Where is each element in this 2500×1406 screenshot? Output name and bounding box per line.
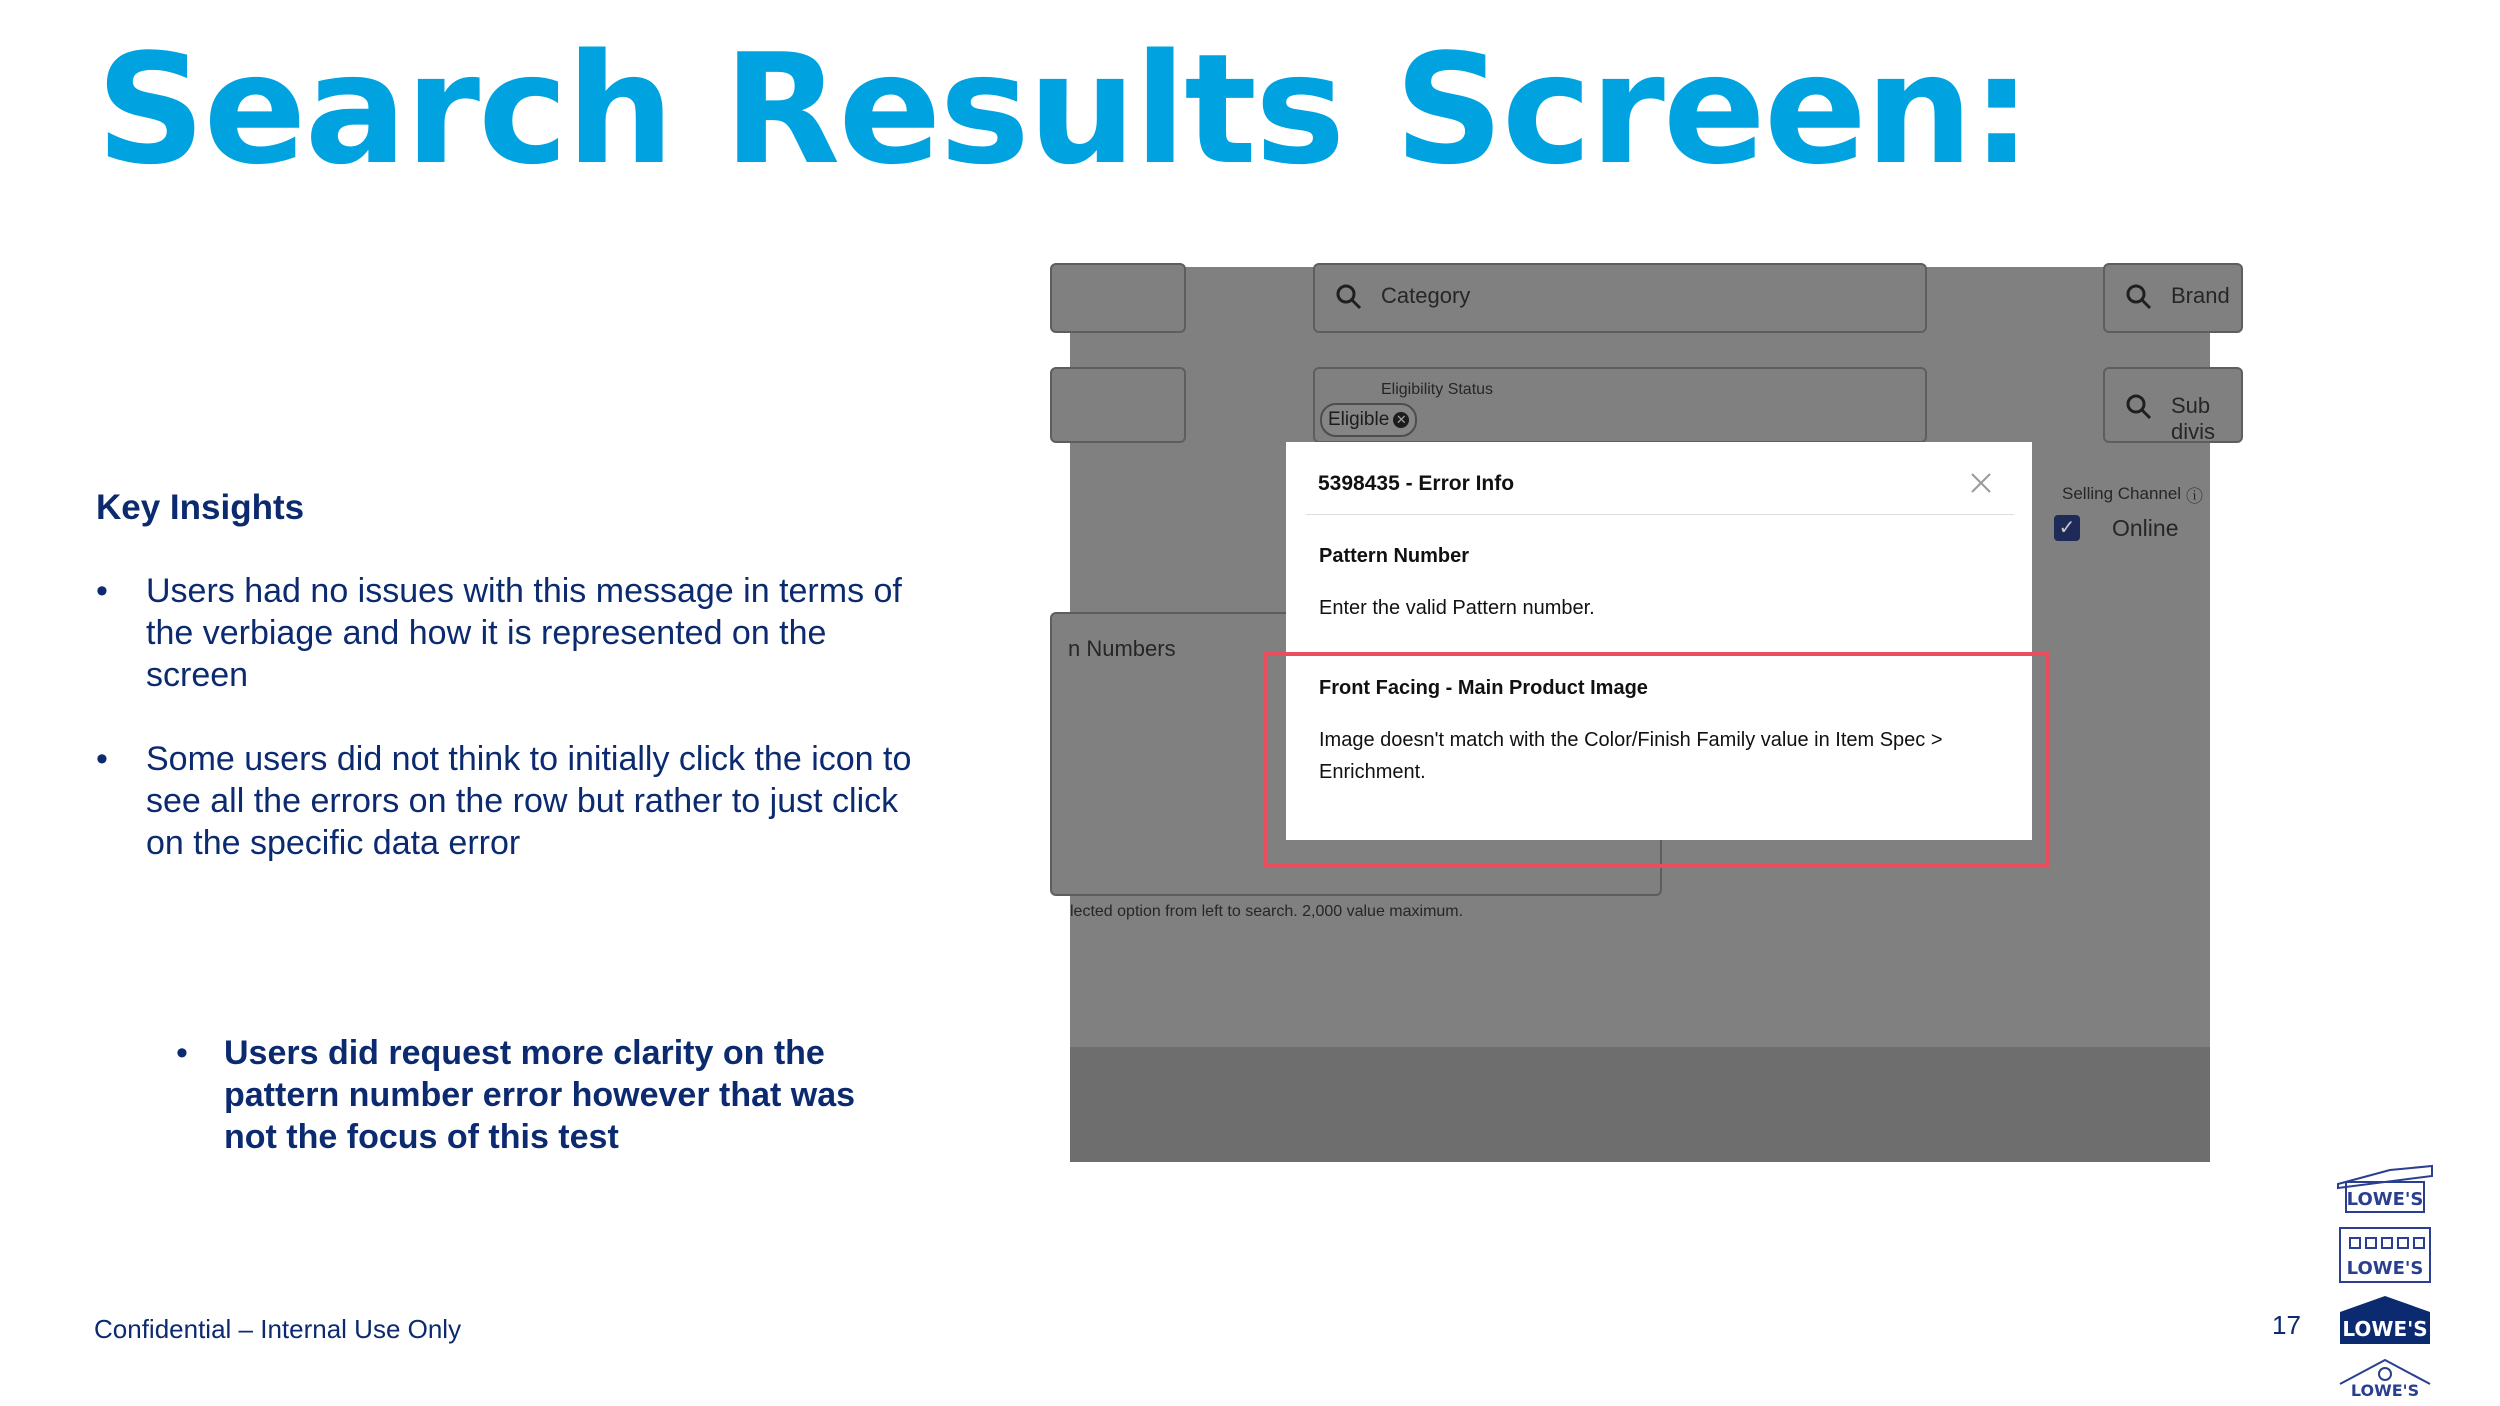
search-icon	[1335, 283, 1363, 311]
key-insights	[96, 488, 916, 906]
modal-divider	[1306, 514, 2014, 515]
modal-title: 5398435 - Error Info	[1318, 472, 1515, 495]
category-label: Category	[1381, 283, 1471, 308]
sub-insight-item	[176, 1032, 896, 1158]
lowes-logo-stack	[2330, 1158, 2440, 1400]
svg-text:LOWE'S: LOWE'S	[2342, 1317, 2428, 1341]
confidential-footer: Confidential – Internal Use Only	[94, 1314, 462, 1344]
info-icon: ⓘ	[2186, 487, 2203, 506]
filter-field[interactable]	[1050, 367, 1186, 443]
eligible-chip-label: Eligible	[1328, 409, 1390, 430]
brand-search-field[interactable]	[2103, 263, 2243, 333]
lowes-logo-outline-store	[2330, 1224, 2440, 1286]
error-section-title: Front Facing - Main Product Image	[1319, 677, 1648, 699]
search-icon	[2125, 283, 2153, 311]
insight-item	[96, 570, 916, 696]
insight-item	[96, 738, 916, 864]
bullet-icon: •	[176, 1034, 188, 1072]
lowes-logo-outline-house	[2330, 1356, 2440, 1400]
subdivision-search-field[interactable]	[2103, 367, 2243, 443]
error-section-title: Pattern Number	[1319, 545, 1470, 567]
eligible-chip[interactable]	[1320, 403, 1417, 437]
sub-insight-text: Users did request more clarity on the pattern number error however that was not the focus of this test	[224, 1034, 856, 1156]
category-search-field[interactable]	[1313, 263, 1927, 333]
eligibility-status-label: Eligibility Status	[1381, 381, 1494, 398]
online-label: Online	[2112, 515, 2179, 541]
helper-text: lected option from left to search. 2,000 value maximum.	[1070, 903, 1464, 920]
bullet-icon: •	[96, 572, 108, 610]
lowes-logo-outline-roof	[2330, 1158, 2440, 1220]
error-section-text: Enter the valid Pattern number.	[1319, 597, 1595, 619]
selling-channel-label: Selling Channel	[2062, 484, 2182, 503]
key-insights-heading: Key Insights	[96, 488, 305, 527]
online-checkbox[interactable]: ✓	[2054, 515, 2080, 541]
chip-remove-icon[interactable]: ✕	[1393, 412, 1409, 428]
svg-text:LOWE'S: LOWE'S	[2346, 1258, 2424, 1279]
svg-text:LOWE'S: LOWE'S	[2346, 1189, 2424, 1210]
search-icon	[2125, 393, 2153, 421]
brand-label: Brand	[2171, 283, 2230, 308]
insights-list	[96, 570, 916, 864]
insight-text: Some users did not think to initially click the icon to see all the errors on the row but rather to just click on the specific data error	[146, 740, 912, 862]
filter-field[interactable]	[1050, 263, 1186, 333]
highlight-box	[1264, 652, 2050, 868]
results-band	[1070, 1047, 2210, 1162]
numbers-label: n Numbers	[1068, 636, 1176, 661]
slide-title: Search Results Screen:	[96, 21, 2031, 198]
svg-text:LOWE'S: LOWE'S	[2350, 1381, 2420, 1400]
error-section-text: Image doesn't match with the Color/Finish Family value in Item Spec > Enrichment.	[1319, 729, 1943, 783]
lowes-logo-solid	[2330, 1290, 2440, 1352]
close-icon[interactable]	[1968, 470, 1994, 496]
subdivision-label: Sub divis	[2171, 393, 2216, 444]
bullet-icon: •	[96, 740, 108, 778]
insight-text: Users had no issues with this message in terms of the verbiage and how it is represented on the screen	[146, 572, 902, 694]
page-number: 17	[2272, 1310, 2301, 1340]
